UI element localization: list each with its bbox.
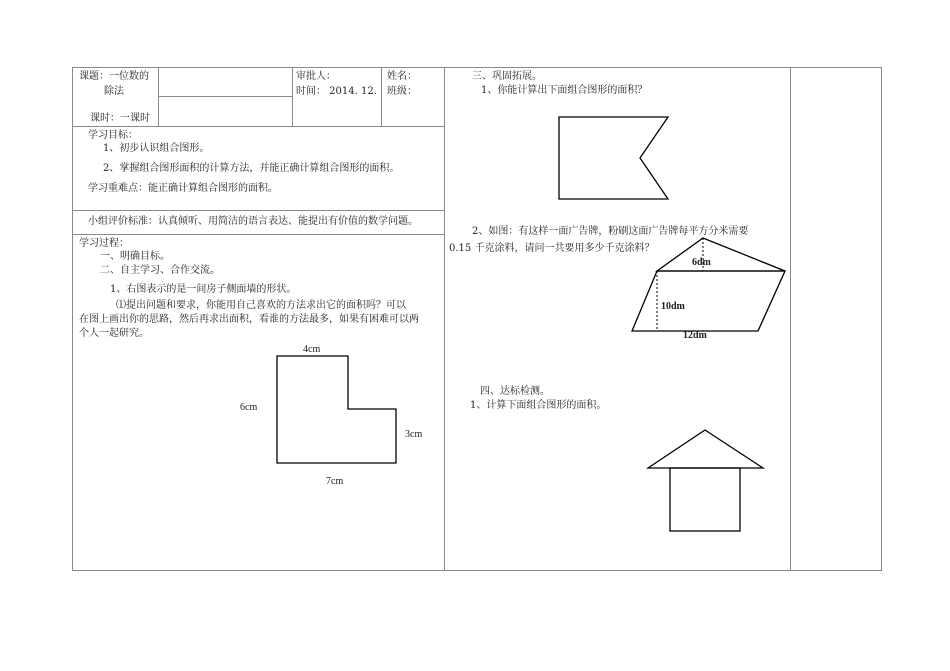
topic-label-cont: 除法 [104, 86, 124, 97]
objectives-heading: 学习目标： [88, 130, 138, 141]
objective-item-2: 2、掌握组合图形面积的计算方法，并能正确计算组合图形的面积。 [103, 163, 400, 174]
fig2-label-bottom: 12dm [683, 330, 707, 341]
consolidate-q2-line-2: 0.15 千克涂料，请问一共要用多少千克涂料？ [449, 243, 655, 254]
date-label: 时间： 2014. 12. [296, 86, 377, 97]
consolidate-heading: 三、巩固拓展。 [472, 71, 542, 82]
flag-shape-figure [559, 117, 668, 199]
process-heading: 学习过程： [79, 238, 129, 249]
approver-label: 审批人： [296, 71, 336, 82]
task-1: 1、右图表示的是一间房子侧面墙的形状。 [110, 284, 297, 295]
fig-label-left: 6cm [240, 402, 258, 413]
fig2-label-top: 6dm [692, 257, 711, 268]
billboard-triangle [657, 238, 785, 271]
house-roof [648, 430, 763, 468]
name-label: 姓名： [387, 71, 417, 82]
class-label: 班级： [387, 86, 417, 97]
test-heading: 四、达标检测。 [480, 386, 550, 397]
fig-label-right: 3cm [405, 429, 423, 440]
task-1-question-line-3: 个人一起研究。 [79, 328, 149, 339]
topic-label: 课题：一位数的 [79, 71, 149, 82]
task-1-question-line-1: ⑴提出问题和要求，你能用自己喜欢的方法求出它的面积吗？可以 [116, 300, 406, 311]
process-step-1: 一、明确目标。 [100, 251, 170, 262]
process-step-2: 二、自主学习、合作交流。 [100, 265, 220, 276]
key-point: 学习重难点：能正确计算组合图形的面积。 [88, 183, 278, 194]
fig-label-top: 4cm [303, 344, 321, 355]
objective-item-1: 1、初步认识组合图形。 [103, 143, 210, 154]
consolidate-q2-line-1: 2、如图：有这样一面广告牌，粉刷这面广告牌每平方分米需要 [472, 226, 749, 237]
fig2-label-height: 10dm [661, 301, 685, 312]
period-label: 课时：一课时 [90, 113, 150, 124]
consolidate-q1: 1、你能计算出下面组合图形的面积？ [481, 85, 648, 96]
fig-label-bottom: 7cm [326, 476, 344, 487]
billboard-parallelogram [632, 271, 785, 331]
l-shape-figure [277, 356, 396, 463]
evaluation-standard: 小组评价标准：认真倾听、用简洁的语言表达、能提出有价值的数学问题。 [88, 216, 418, 227]
test-q1: 1、计算下面组合图形的面积。 [470, 400, 607, 411]
house-body [670, 468, 740, 531]
task-1-question-line-2: 在图上画出你的思路，然后再求出面积，看谁的方法最多，如果有困难可以两 [79, 314, 419, 325]
